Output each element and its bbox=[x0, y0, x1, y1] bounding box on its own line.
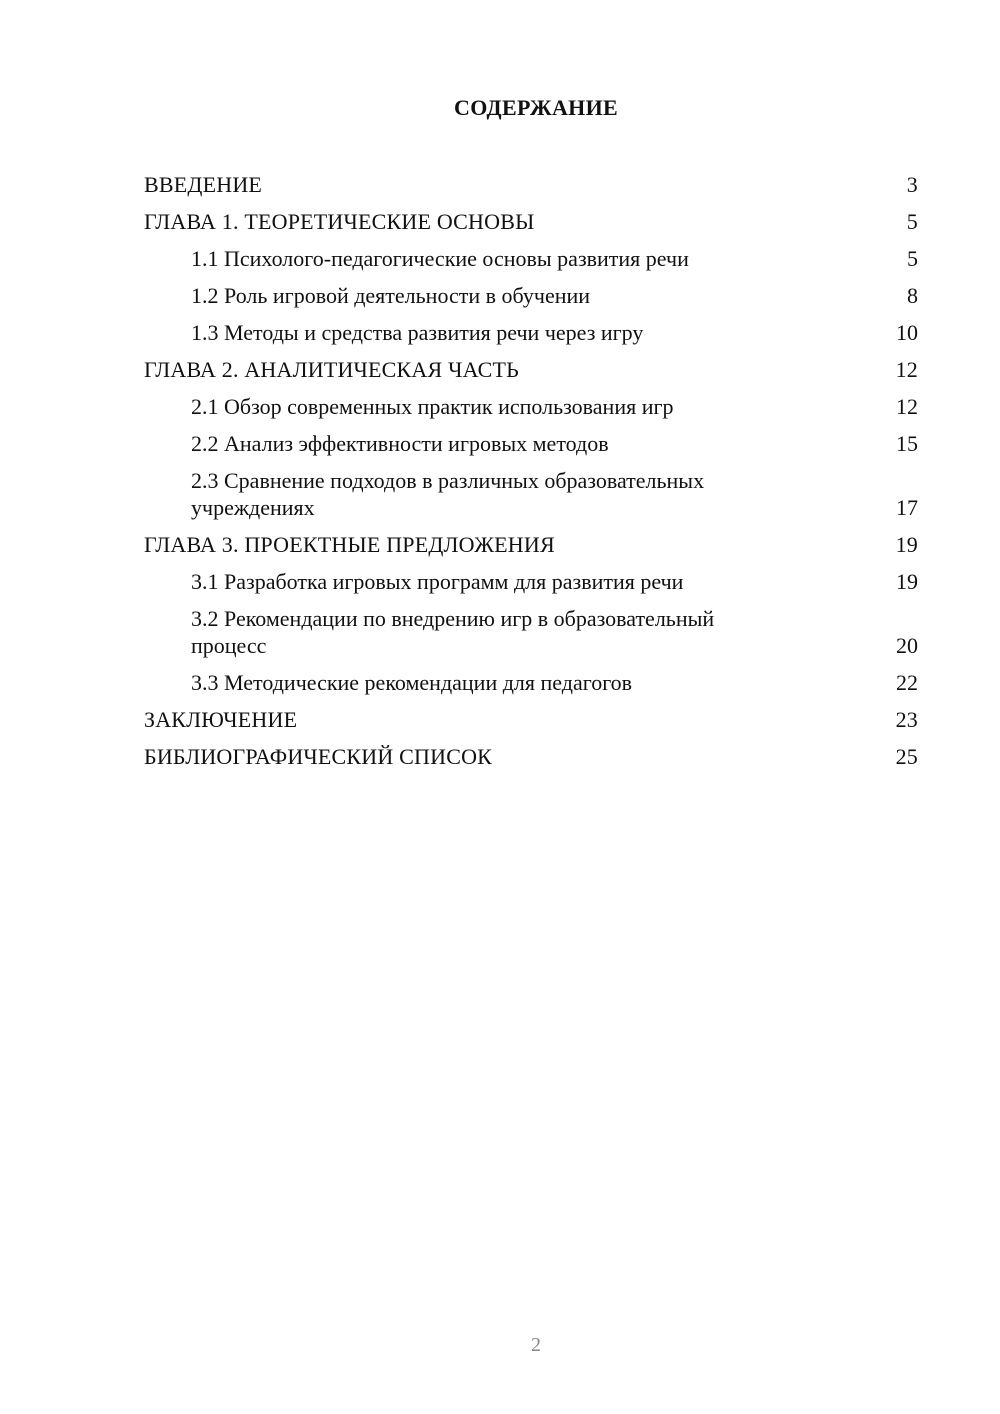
toc-entry-page: 22 bbox=[896, 670, 918, 695]
toc-entry-label: 3.1 Разработка игровых программ для развития речи bbox=[191, 569, 684, 594]
toc-entry-page: 20 bbox=[896, 633, 918, 658]
toc-entry-page: 5 bbox=[907, 246, 918, 271]
toc-entry-label: 1.1 Психолого-педагогические основы развития речи bbox=[191, 246, 689, 271]
toc-entry-page: 8 bbox=[907, 283, 918, 308]
toc-title: СОДЕРЖАНИЕ bbox=[454, 95, 618, 120]
toc-entry-chapter-2[interactable] bbox=[144, 351, 918, 388]
toc-entry-introduction[interactable] bbox=[144, 166, 918, 203]
toc-entry-section-2-2[interactable] bbox=[144, 425, 918, 462]
toc-entry-page: 3 bbox=[906, 172, 918, 197]
toc-entry-label: ЗАКЛЮЧЕНИЕ bbox=[144, 707, 298, 732]
toc-entry-page: 19 bbox=[896, 569, 918, 594]
toc-entry-bibliography[interactable] bbox=[144, 738, 918, 775]
toc-entry-chapter-1[interactable] bbox=[144, 203, 918, 240]
toc-entry-page: 12 bbox=[896, 394, 918, 419]
toc-entry-page: 17 bbox=[896, 495, 918, 520]
table-of-contents bbox=[144, 166, 918, 775]
toc-entry-label: ВВЕДЕНИЕ bbox=[144, 172, 263, 197]
toc-entry-page: 23 bbox=[895, 707, 918, 732]
toc-entry-section-2-1[interactable] bbox=[144, 388, 918, 425]
toc-entry-chapter-3[interactable] bbox=[144, 526, 918, 563]
toc-entry-page: 15 bbox=[896, 431, 918, 456]
toc-entry-label: 3.2 Рекомендации по внедрению игр в образовательный процесс bbox=[191, 606, 715, 658]
toc-entry-section-3-1[interactable] bbox=[144, 563, 918, 600]
toc-entry-page: 12 bbox=[895, 357, 918, 382]
toc-entry-section-1-2[interactable] bbox=[144, 277, 918, 314]
page-number: 2 bbox=[531, 1334, 541, 1356]
toc-entry-page: 25 bbox=[895, 744, 918, 769]
toc-entry-section-2-3[interactable] bbox=[144, 462, 918, 526]
toc-entry-label: БИБЛИОГРАФИЧЕСКИЙ СПИСОК bbox=[144, 744, 493, 769]
toc-entry-label: ГЛАВА 3. ПРОЕКТНЫЕ ПРЕДЛОЖЕНИЯ bbox=[144, 532, 555, 557]
toc-entry-page: 10 bbox=[896, 320, 918, 345]
toc-entry-section-3-2[interactable] bbox=[144, 600, 918, 664]
toc-entry-section-1-1[interactable] bbox=[144, 240, 918, 277]
toc-entry-label: 2.1 Обзор современных практик использования игр bbox=[191, 394, 674, 419]
toc-entry-label: 2.3 Сравнение подходов в различных образовательных учреждениях bbox=[191, 468, 705, 520]
toc-entry-conclusion[interactable] bbox=[144, 701, 918, 738]
toc-entry-section-1-3[interactable] bbox=[144, 314, 918, 351]
toc-entry-label: 2.2 Анализ эффективности игровых методов bbox=[191, 431, 609, 456]
toc-entry-label: 1.3 Методы и средства развития речи через игру bbox=[191, 320, 644, 345]
toc-entry-page: 19 bbox=[895, 532, 918, 557]
toc-entry-label: ГЛАВА 1. ТЕОРЕТИЧЕСКИЕ ОСНОВЫ bbox=[144, 209, 535, 234]
toc-entry-section-3-3[interactable] bbox=[144, 664, 918, 701]
toc-entry-page: 5 bbox=[906, 209, 918, 234]
toc-entry-label: ГЛАВА 2. АНАЛИТИЧЕСКАЯ ЧАСТЬ bbox=[144, 357, 519, 382]
toc-entry-label: 3.3 Методические рекомендации для педагогов bbox=[191, 670, 633, 695]
toc-entry-label: 1.2 Роль игровой деятельности в обучении bbox=[191, 283, 591, 308]
